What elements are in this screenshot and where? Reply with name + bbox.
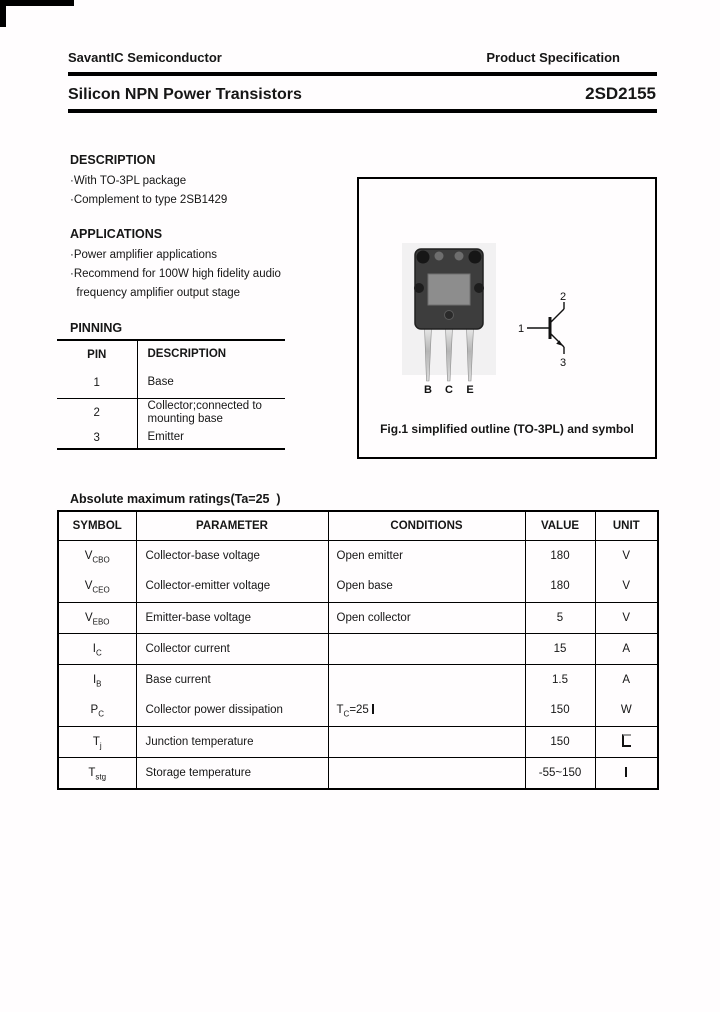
pinning-table xyxy=(57,339,285,450)
corrupted-degc-glyph xyxy=(625,767,627,777)
description-column-header: DESCRIPTION xyxy=(147,348,227,360)
transistor-package-image xyxy=(402,243,514,395)
applications-item: frequency amplifier output stage xyxy=(70,287,241,299)
pinning-row xyxy=(57,368,285,398)
symbol-cell: $T_{stg}$ xyxy=(58,757,136,789)
symbol-cell: $V_{EBO}$ xyxy=(58,602,136,633)
symbol-label-base: 1 xyxy=(518,323,525,335)
package-pin-label-base: B xyxy=(424,384,432,395)
unit-cell: W xyxy=(620,704,632,717)
ratings-header-row xyxy=(58,511,658,540)
pin-number-cell: 2 xyxy=(57,398,137,427)
unit-cell: V xyxy=(622,611,631,624)
ratings-row xyxy=(58,602,658,633)
applications-item: ·Power amplifier applications xyxy=(70,249,218,261)
symbol-column-header: SYMBOL xyxy=(58,511,136,540)
value-cell: 180 xyxy=(525,540,595,571)
conditions-column-header: CONDITIONS xyxy=(328,511,525,540)
package-pin-label-collector: C xyxy=(445,384,453,395)
pinning-row xyxy=(57,427,285,449)
corrupted-degc-glyph xyxy=(372,704,374,714)
parameter-cell: Junction temperature xyxy=(136,726,328,757)
ratings-heading: Absolute maximum ratings(Ta=25 ) xyxy=(70,492,281,506)
pinning-heading: PINNING xyxy=(70,321,123,335)
unit-cell: A xyxy=(622,642,631,655)
applications-items xyxy=(70,246,281,303)
pin-number-cell: 3 xyxy=(57,427,137,449)
conditions-cell xyxy=(328,726,525,757)
pinning-header-row xyxy=(57,340,285,368)
conditions-cell xyxy=(328,757,525,789)
pinning-row xyxy=(57,398,285,427)
unit-cell: A xyxy=(622,673,631,686)
pin-description-cell: Collector;connected to mounting base xyxy=(147,399,262,425)
symbol-cell: $I_C$ xyxy=(58,633,136,664)
symbol-cell: $T_j$ xyxy=(58,726,136,757)
npn-symbol-icon xyxy=(517,291,577,367)
value-cell: 180 xyxy=(525,571,595,602)
ratings-row xyxy=(58,664,658,695)
description-items xyxy=(70,172,227,210)
applications-section xyxy=(70,227,281,303)
value-cell: -55~150 xyxy=(525,757,595,789)
conditions-cell: $T_C=25$ xyxy=(328,695,525,726)
parameter-column-header: PARAMETER xyxy=(136,511,328,540)
applications-item: ·Recommend for 100W high fidelity audio xyxy=(70,268,281,280)
header-rule-top xyxy=(68,72,657,76)
unit-cell: V xyxy=(622,580,631,593)
parameter-cell: Collector current xyxy=(136,633,328,664)
page-title: Silicon NPN Power Transistors xyxy=(68,86,302,103)
ratings-row xyxy=(58,726,658,757)
part-number: 2SD2155 xyxy=(585,84,656,103)
pin-column-header: PIN xyxy=(57,340,137,368)
parameter-cell: Collector power dissipation xyxy=(136,695,328,726)
symbol-cell: $P_C$ xyxy=(58,695,136,726)
parameter-cell: Storage temperature xyxy=(136,757,328,789)
ratings-row xyxy=(58,695,658,726)
unit-cell xyxy=(595,757,658,789)
value-cell: 150 xyxy=(525,726,595,757)
value-cell: 1.5 xyxy=(525,664,595,695)
applications-heading: APPLICATIONS xyxy=(70,227,163,241)
pin-number-cell: 1 xyxy=(57,368,137,398)
symbol-label-collector: 2 xyxy=(560,291,567,303)
description-section xyxy=(70,153,227,210)
parameter-cell: Emitter-base voltage xyxy=(136,602,328,633)
value-cell: 5 xyxy=(525,602,595,633)
ratings-row xyxy=(58,633,658,664)
ratings-row xyxy=(58,757,658,789)
scan-artifact-left xyxy=(0,0,6,27)
symbol-cell: $I_B$ xyxy=(58,664,136,695)
corrupted-degc-glyph xyxy=(622,734,631,747)
parameter-cell: Collector-base voltage xyxy=(136,540,328,571)
product-spec-text: Product Specification xyxy=(486,50,620,65)
description-item: ·Complement to type 2SB1429 xyxy=(70,194,228,206)
description-heading: DESCRIPTION xyxy=(70,153,156,167)
scan-artifact-top xyxy=(0,0,74,6)
pin-description-cell: Emitter xyxy=(147,431,184,443)
header-rule-bottom xyxy=(68,109,657,113)
conditions-cell: Open collector xyxy=(328,602,525,633)
symbol-cell: $V_{CBO}$ xyxy=(58,540,136,571)
ratings-row xyxy=(58,540,658,571)
unit-cell: V xyxy=(622,549,631,562)
value-cell: 15 xyxy=(525,633,595,664)
figure-box xyxy=(357,177,657,459)
ratings-row xyxy=(58,571,658,602)
parameter-cell: Base current xyxy=(136,664,328,695)
pin-description-cell: Base xyxy=(147,376,174,389)
package-pin-label-emitter: E xyxy=(466,384,474,395)
value-column-header: VALUE xyxy=(525,511,595,540)
brand-text: SavantIC Semiconductor xyxy=(68,50,222,65)
figure-caption: Fig.1 simplified outline (TO-3PL) and symbol xyxy=(380,422,634,436)
symbol-cell: $V_{CEO}$ xyxy=(58,571,136,602)
symbol-label-emitter: 3 xyxy=(560,357,567,367)
ratings-table xyxy=(57,510,659,790)
value-cell: 150 xyxy=(525,695,595,726)
conditions-cell: Open base xyxy=(328,571,525,602)
conditions-cell: Open emitter xyxy=(328,540,525,571)
description-item: ·With TO-3PL package xyxy=(70,175,187,187)
parameter-cell: Collector-emitter voltage xyxy=(136,571,328,602)
unit-cell xyxy=(595,726,658,757)
conditions-cell xyxy=(328,633,525,664)
conditions-cell xyxy=(328,664,525,695)
unit-column-header: UNIT xyxy=(612,519,640,532)
